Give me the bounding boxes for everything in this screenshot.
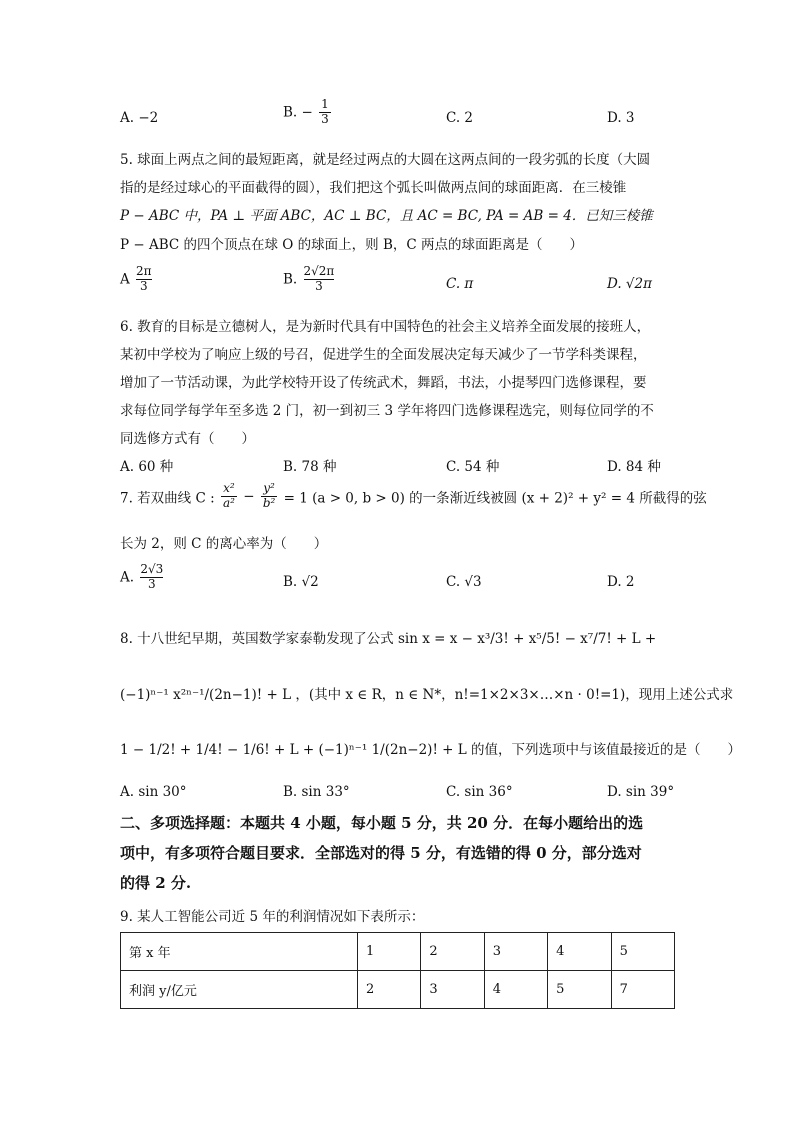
q6-line-1: 6. 教育的目标是立德树人，是为新时代具有中国特色的社会主义培养全面发展的接班人，	[120, 319, 651, 335]
fraction-numerator: 1	[321, 97, 329, 111]
q7-fraction-x: $\frac{\text{x²}}{\text{a²}}$	[222, 481, 235, 510]
q4-option-c: C. 2	[446, 110, 474, 126]
q8-option-b: B. sin 33°	[283, 784, 350, 800]
q5-line-3: P − ABC 中，PA ⊥ 平面 ABC，AC ⊥ BC，且 AC = BC, PA = AB = 4．已知三棱锥	[120, 208, 653, 224]
q7-equation-rest: = 1 (a > 0, b > 0) 的一条渐近线被圆 (x + 2)² + y² = 4 所截得的弦	[283, 490, 707, 507]
table-cell: 利润 y/亿元	[121, 971, 358, 1009]
table-cell: 4	[548, 933, 611, 971]
q5-option-a	[120, 265, 154, 294]
q6-option-d: D. 84 种	[607, 459, 661, 475]
q5-line-4: P − ABC 的四个顶点在球 O 的球面上，则 B，C 两点的球面距离是（ ）	[120, 237, 584, 253]
q6-line-3: 增加了一节活动课，为此学校特开设了传统武术，舞蹈，书法，小提琴四门选修课程，要	[120, 375, 647, 391]
table-cell: 4	[484, 971, 547, 1009]
table-cell: 5	[548, 971, 611, 1009]
q6-line-5: 同选修方式有（ ）	[120, 431, 255, 447]
q8-line-2: (−1)ⁿ⁻¹ x²ⁿ⁻¹/(2n−1)! + L ，(其中 x ∈ R，n ∈ N*，n!=1×2×3×…×n · 0!=1)，现用上述公式求	[120, 687, 734, 703]
q5-option-a-label: A	[120, 271, 130, 288]
fraction-denominator: 3	[304, 279, 335, 294]
q5-option-b-label: B.	[283, 271, 298, 288]
section-heading-line-1: 二、多项选择题：本题共 4 小题，每小题 5 分，共 20 分．在每小题给出的选	[120, 814, 644, 832]
q8-line-3: 1 − 1/2! + 1/4! − 1/6! + L + (−1)ⁿ⁻¹ 1/(2n−2)! + L 的值，下列选项中与该值最接近的是（ ）	[120, 742, 742, 758]
fraction-denominator: 3	[140, 577, 163, 592]
q5-option-c: C. π	[446, 276, 474, 292]
q7-option-a	[120, 563, 165, 592]
q9-line-1: 9. 某人工智能公司近 5 年的利润情况如下表所示：	[120, 909, 425, 925]
table-cell: 1	[358, 933, 421, 971]
section-heading-line-2: 项中，有多项符合题目要求．全部选对的得 5 分，有选错的得 0 分，部分选对	[120, 844, 642, 862]
q5-option-a-fraction	[136, 265, 152, 294]
section-heading-line-3: 的得 2 分.	[120, 874, 192, 892]
q7-option-d: D. 2	[607, 574, 635, 590]
q6-option-c: C. 54 种	[446, 459, 500, 475]
q5-option-b	[283, 265, 336, 294]
table-cell: 7	[611, 971, 674, 1009]
table-cell: 2	[358, 971, 421, 1009]
q7-fraction-y: $\frac{\text{y²}}{\text{b²}}$	[262, 481, 276, 510]
q7-option-b: B. √2	[283, 574, 319, 590]
q8-option-c: C. sin 36°	[446, 784, 513, 800]
q7-option-c: C. √3	[446, 574, 482, 590]
q6-line-4: 求每位同学每学年至多选 2 门，初一到初三 3 学年将四门选修课程选完，则每位同学的不	[120, 403, 654, 419]
q6-option-a: A. 60 种	[120, 459, 174, 475]
q8-line-1: 8. 十八世纪早期，英国数学家泰勒发现了公式 sin x = x − x³/3! + x⁵/5! − x⁷/7! + L +	[120, 631, 657, 647]
fraction-numerator: 2π	[136, 264, 152, 278]
q5-line-1: 5. 球面上两点之间的最短距离，就是经过两点的大圆在这两点间的一段劣弧的长度（大圆	[120, 152, 651, 168]
q7-line-1: 7. 若双曲线 C : $\frac{\text{x²}}{\text{a²}}$ − $\frac{\text{y²}}{\text{b²}}$ = 1 (a > 0, b > 0) 的一条渐近线被圆 (x + 2)² + y² = 4 所截得的弦	[120, 481, 707, 510]
q5-option-b-fraction	[304, 265, 335, 294]
table-row	[121, 971, 675, 1009]
q5-line-2: 指的是经过球心的平面截得的圆），我们把这个弧长叫做两点间的球面距离．在三棱锥	[120, 180, 627, 196]
fraction-denominator: 3	[321, 111, 329, 126]
q6-option-b: B. 78 种	[283, 459, 337, 475]
q7-intro: 7. 若双曲线 C :	[120, 490, 215, 507]
q7-option-a-fraction	[140, 563, 163, 592]
q5-option-d: D. √2π	[607, 276, 652, 292]
q4-option-b	[283, 98, 333, 127]
q4-option-b-label: B. −	[283, 104, 313, 121]
table-row	[121, 933, 675, 971]
q4-option-b-fraction	[319, 98, 331, 127]
table-cell: 2	[421, 933, 484, 971]
q7-line-2: 长为 2，则 C 的离心率为（ ）	[120, 536, 328, 552]
table-cell: 第 x 年	[121, 933, 358, 971]
q7-option-a-label: A.	[120, 569, 135, 586]
table-cell: 3	[421, 971, 484, 1009]
q6-line-2: 某初中学校为了响应上级的号召，促进学生的全面发展决定每天减少了一节学科类课程，	[120, 347, 647, 363]
q8-option-d: D. sin 39°	[607, 784, 675, 800]
fraction-denominator: 3	[136, 279, 152, 294]
fraction-numerator: 2√3	[140, 562, 164, 576]
q9-profit-table	[120, 932, 675, 1009]
q4-option-d: D. 3	[607, 110, 635, 126]
table-cell: 5	[611, 933, 674, 971]
q4-option-a: A. −2	[120, 110, 159, 126]
fraction-numerator: 2√2π	[303, 264, 335, 278]
q8-option-a: A. sin 30°	[120, 784, 187, 800]
table-cell: 3	[484, 933, 547, 971]
